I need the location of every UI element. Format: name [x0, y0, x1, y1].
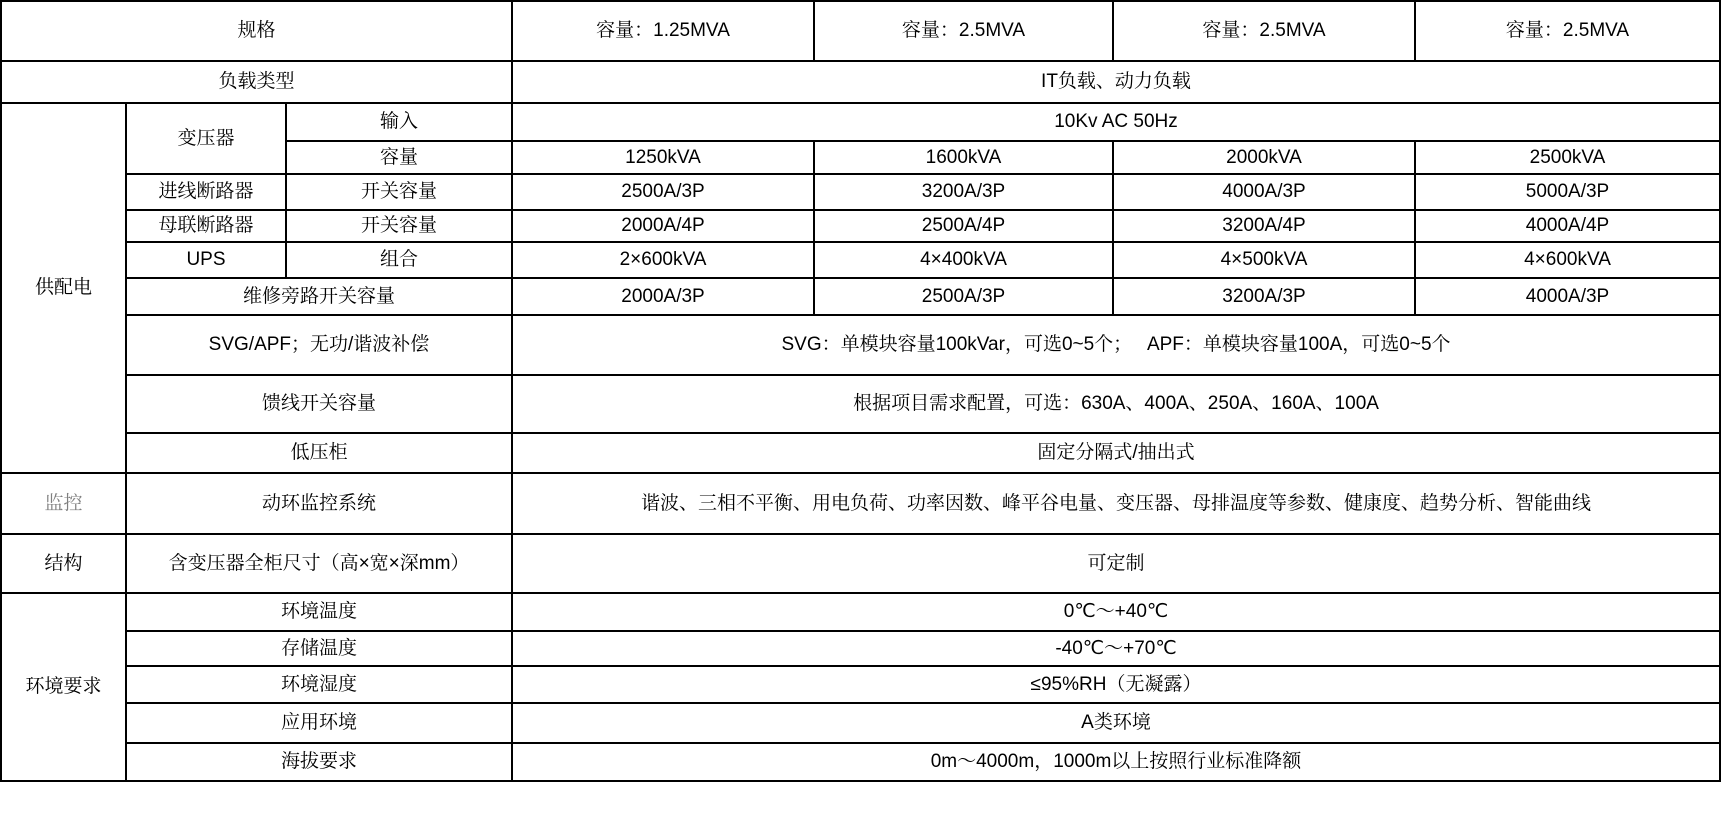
env-temperature-value: 0℃～+40℃: [512, 593, 1720, 631]
transformer-capacity-1: 1250kVA: [512, 141, 814, 174]
ups-label: UPS: [126, 242, 286, 278]
monitoring-value: 谐波、三相不平衡、用电负荷、功率因数、峰平谷电量、变压器、母排温度等参数、健康度、趋势分析、智能曲线: [512, 473, 1720, 534]
incoming-breaker-3: 4000A/3P: [1113, 174, 1415, 210]
incoming-breaker-label: 进线断路器: [126, 174, 286, 210]
tie-breaker-3: 3200A/4P: [1113, 210, 1415, 242]
storage-temperature-value: -40℃～+70℃: [512, 631, 1720, 666]
row-storage-temperature: [1, 631, 1720, 666]
transformer-input-label: 输入: [286, 103, 512, 141]
row-load-type: [1, 61, 1720, 103]
transformer-capacity-4: 2500kVA: [1415, 141, 1720, 174]
group-power-label: 供配电: [1, 103, 126, 473]
tie-breaker-2: 2500A/4P: [814, 210, 1113, 242]
row-lv-cabinet: [1, 433, 1720, 473]
feeder-label: 馈线开关容量: [126, 375, 512, 433]
tie-breaker-4: 4000A/4P: [1415, 210, 1720, 242]
capacity-header-2: 容量：2.5MVA: [814, 1, 1113, 61]
group-monitoring-label: 监控: [1, 473, 126, 534]
maintenance-bypass-1: 2000A/3P: [512, 278, 814, 315]
application-env-value: A类环境: [512, 703, 1720, 743]
capacity-header-4: 容量：2.5MVA: [1415, 1, 1720, 61]
lv-cabinet-value: 固定分隔式/抽出式: [512, 433, 1720, 473]
maintenance-bypass-3: 3200A/3P: [1113, 278, 1415, 315]
maintenance-bypass-4: 4000A/3P: [1415, 278, 1720, 315]
transformer-capacity-label: 容量: [286, 141, 512, 174]
env-temperature-label: 环境温度: [126, 593, 512, 631]
transformer-label: 变压器: [126, 103, 286, 174]
group-structure-label: 结构: [1, 534, 126, 593]
ups-combo-3: 4×500kVA: [1113, 242, 1415, 278]
incoming-breaker-sub-label: 开关容量: [286, 174, 512, 210]
monitoring-label: 动环监控系统: [126, 473, 512, 534]
row-application-env: [1, 703, 1720, 743]
svg-apf-value: SVG：单模块容量100kVar，可选0~5个； APF：单模块容量100A，可选0~5个: [512, 315, 1720, 375]
feeder-value: 根据项目需求配置，可选：630A、400A、250A、160A、100A: [512, 375, 1720, 433]
row-structure: [1, 534, 1720, 593]
svg-apf-label: SVG/APF；无功/谐波补偿: [126, 315, 512, 375]
load-type-label: 负载类型: [1, 61, 512, 103]
altitude-label: 海拔要求: [126, 743, 512, 781]
storage-temperature-label: 存储温度: [126, 631, 512, 666]
capacity-header-3: 容量：2.5MVA: [1113, 1, 1415, 61]
altitude-value: 0m～4000m，1000m以上按照行业标准降额: [512, 743, 1720, 781]
env-humidity-label: 环境湿度: [126, 666, 512, 703]
incoming-breaker-2: 3200A/3P: [814, 174, 1113, 210]
row-svg-apf: [1, 315, 1720, 375]
row-spec-header: [1, 1, 1720, 61]
load-type-value: IT负载、动力负载: [512, 61, 1720, 103]
row-ups: [1, 242, 1720, 278]
row-altitude: [1, 743, 1720, 781]
row-feeder: [1, 375, 1720, 433]
application-env-label: 应用环境: [126, 703, 512, 743]
incoming-breaker-4: 5000A/3P: [1415, 174, 1720, 210]
group-environment-label: 环境要求: [1, 593, 126, 781]
row-tie-breaker: [1, 210, 1720, 242]
spec-header-label: 规格: [1, 1, 512, 61]
ups-combo-4: 4×600kVA: [1415, 242, 1720, 278]
ups-sub-label: 组合: [286, 242, 512, 278]
row-env-humidity: [1, 666, 1720, 703]
ups-combo-2: 4×400kVA: [814, 242, 1113, 278]
structure-value: 可定制: [512, 534, 1720, 593]
transformer-input-value: 10Kv AC 50Hz: [512, 103, 1720, 141]
lv-cabinet-label: 低压柜: [126, 433, 512, 473]
maintenance-bypass-label: 维修旁路开关容量: [126, 278, 512, 315]
row-incoming-breaker: [1, 174, 1720, 210]
tie-breaker-1: 2000A/4P: [512, 210, 814, 242]
maintenance-bypass-2: 2500A/3P: [814, 278, 1113, 315]
transformer-capacity-2: 1600kVA: [814, 141, 1113, 174]
ups-combo-1: 2×600kVA: [512, 242, 814, 278]
row-env-temperature: [1, 593, 1720, 631]
row-maintenance-bypass: [1, 278, 1720, 315]
tie-breaker-label: 母联断路器: [126, 210, 286, 242]
incoming-breaker-1: 2500A/3P: [512, 174, 814, 210]
tie-breaker-sub-label: 开关容量: [286, 210, 512, 242]
structure-label: 含变压器全柜尺寸（高×宽×深mm）: [126, 534, 512, 593]
row-monitoring: [1, 473, 1720, 534]
capacity-header-1: 容量：1.25MVA: [512, 1, 814, 61]
transformer-capacity-3: 2000kVA: [1113, 141, 1415, 174]
env-humidity-value: ≤95%RH（无凝露）: [512, 666, 1720, 703]
row-transformer-input: [1, 103, 1720, 141]
